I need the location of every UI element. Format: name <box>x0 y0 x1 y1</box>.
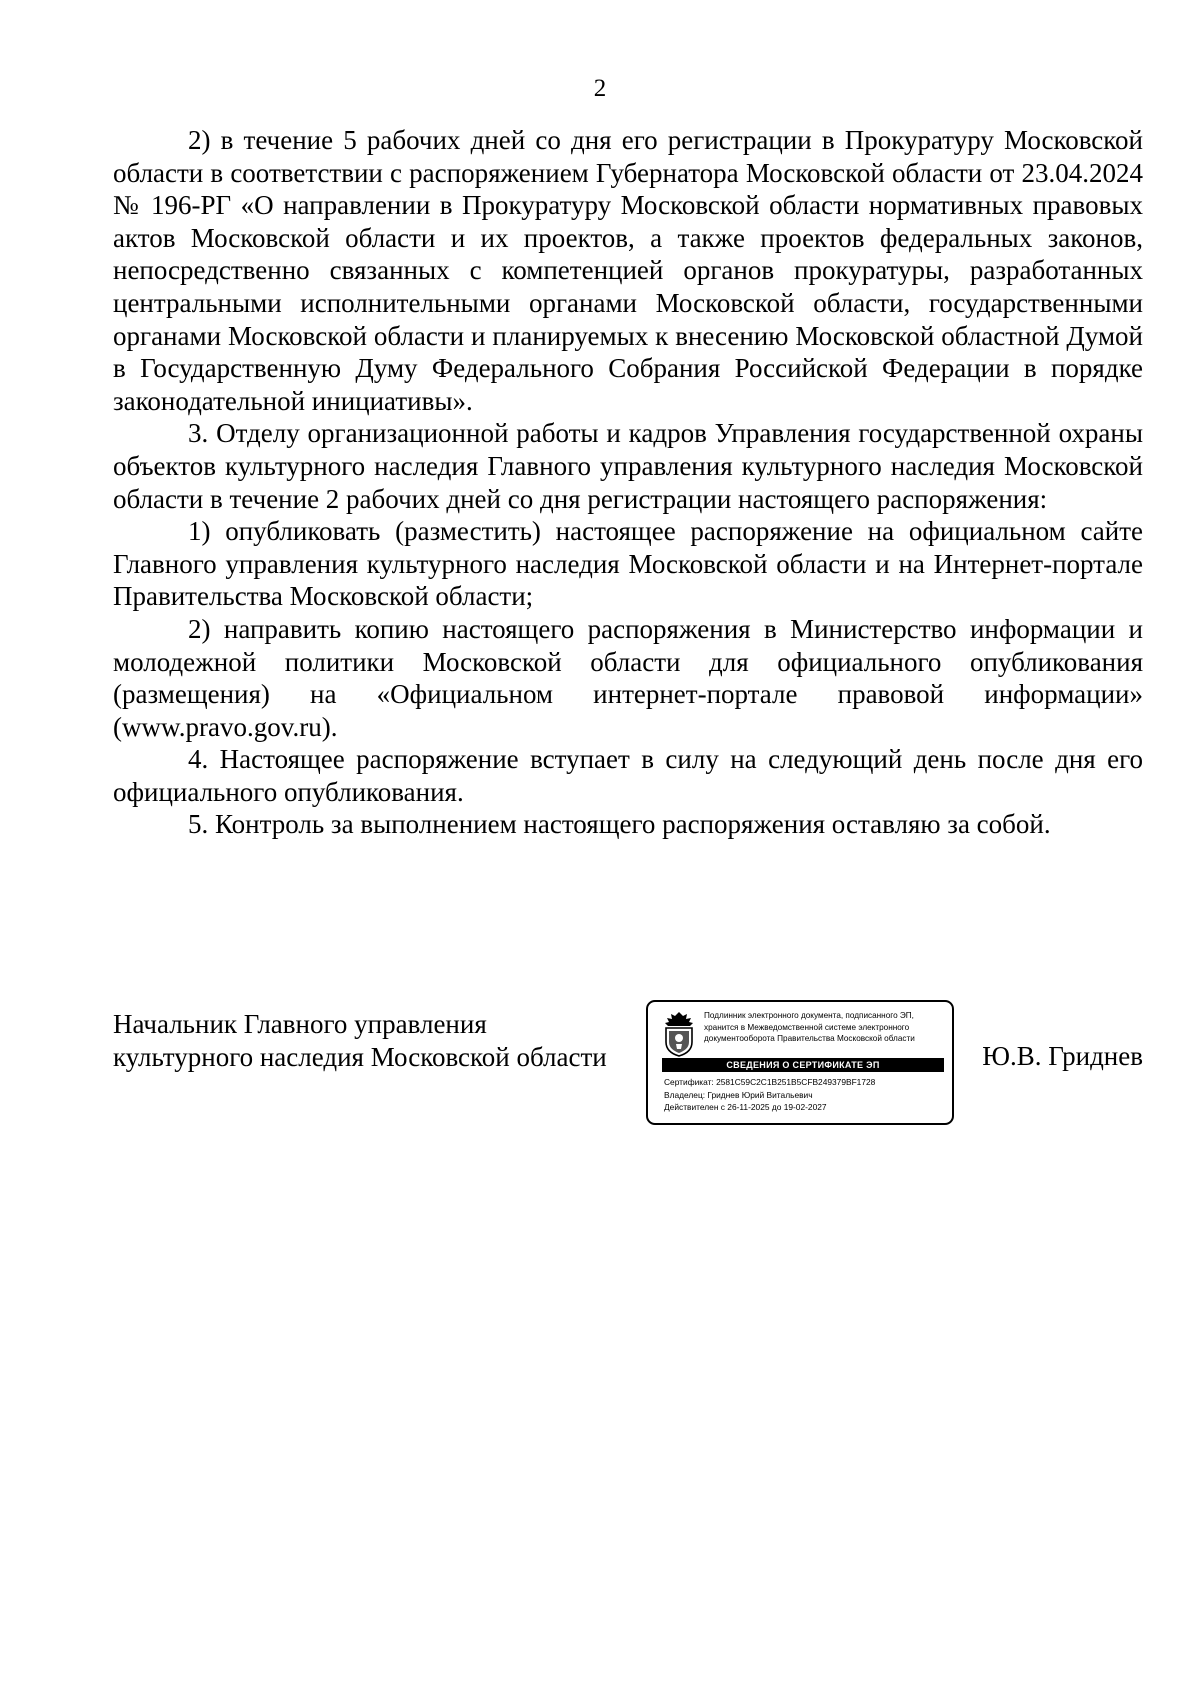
paragraph-item-4-effective: 4. Настоящее распоряжение вступает в силу на следующий день после дня его официального опубликования. <box>113 744 1143 807</box>
certificate-serial: Сертификат: 2581C59C2C1B251B5CFB249379BF1728 <box>664 1077 876 1087</box>
paragraph-item-5-control: 5. Контроль за выполнением настоящего распоряжения оставляю за собой. <box>188 809 1051 840</box>
certificate-details <box>664 1076 950 1114</box>
paragraph-item-3-department: 3. Отделу организационной работы и кадров Управления государственной охраны объектов культурного наследия Главного управления культурного наследия Московской области в течение 2 рабочих дней со дня регистрации настоящего распоряжения: <box>113 418 1143 514</box>
stamp-caption: Подлинник электронного документа, подписанного ЭП, хранится в Межведомственной системе электронного документооборота Правительства Московской области <box>704 1011 915 1043</box>
signature-block <box>113 1000 1143 1140</box>
paragraph-item-2-prosecutor: 2) в течение 5 рабочих дней со дня его регистрации в Прокуратуру Московской области в соответствии с распоряжением Губернатора Московской области от 23.04.2024 № 196-РГ «О направлении в Прокуратуру Московской области нормативных правовых актов Московской области и их проектов, а также проектов федеральных законов, непосредственно связанных с компетенцией органов прокуратуры, разработанных центральными исполнительными органами Московской области, государственными органами Московской области и планируемых к внесению Московской областной Думой в Государственную Думу Федерального Собрания Российской Федерации в порядке законодательной инициативы». <box>113 125 1143 416</box>
certificate-header: СВЕДЕНИЯ О СЕРТИФИКАТЕ ЭП <box>662 1058 944 1072</box>
signatory-name: Ю.В. Гриднев <box>982 1041 1143 1071</box>
certificate-owner: Владелец: Гриднев Юрий Витальевич <box>664 1089 813 1100</box>
paragraph-subitem-1-publish: 1) опубликовать (разместить) настоящее распоряжение на официальном сайте Главного управления культурного наследия Московской области и на Интернет-портале Правительства Московской области; <box>113 516 1143 612</box>
signatory-position: Начальник Главного управления культурного наследия Московской области <box>113 1009 607 1072</box>
electronic-signature-stamp <box>646 1000 954 1125</box>
document-body <box>113 124 1143 841</box>
coat-of-arms-icon <box>660 1010 698 1058</box>
certificate-validity: Действителен с 26-11-2025 до 19-02-2027 <box>664 1102 827 1112</box>
page-number: 2 <box>593 75 607 102</box>
paragraph-subitem-2-send-copy: 2) направить копию настоящего распоряжения в Министерство информации и молодежной политики Московской области для официального опубликования (размещения) на «Официальном интернет-портале правовой информации» (www.pravo.gov.ru). <box>113 613 1143 742</box>
